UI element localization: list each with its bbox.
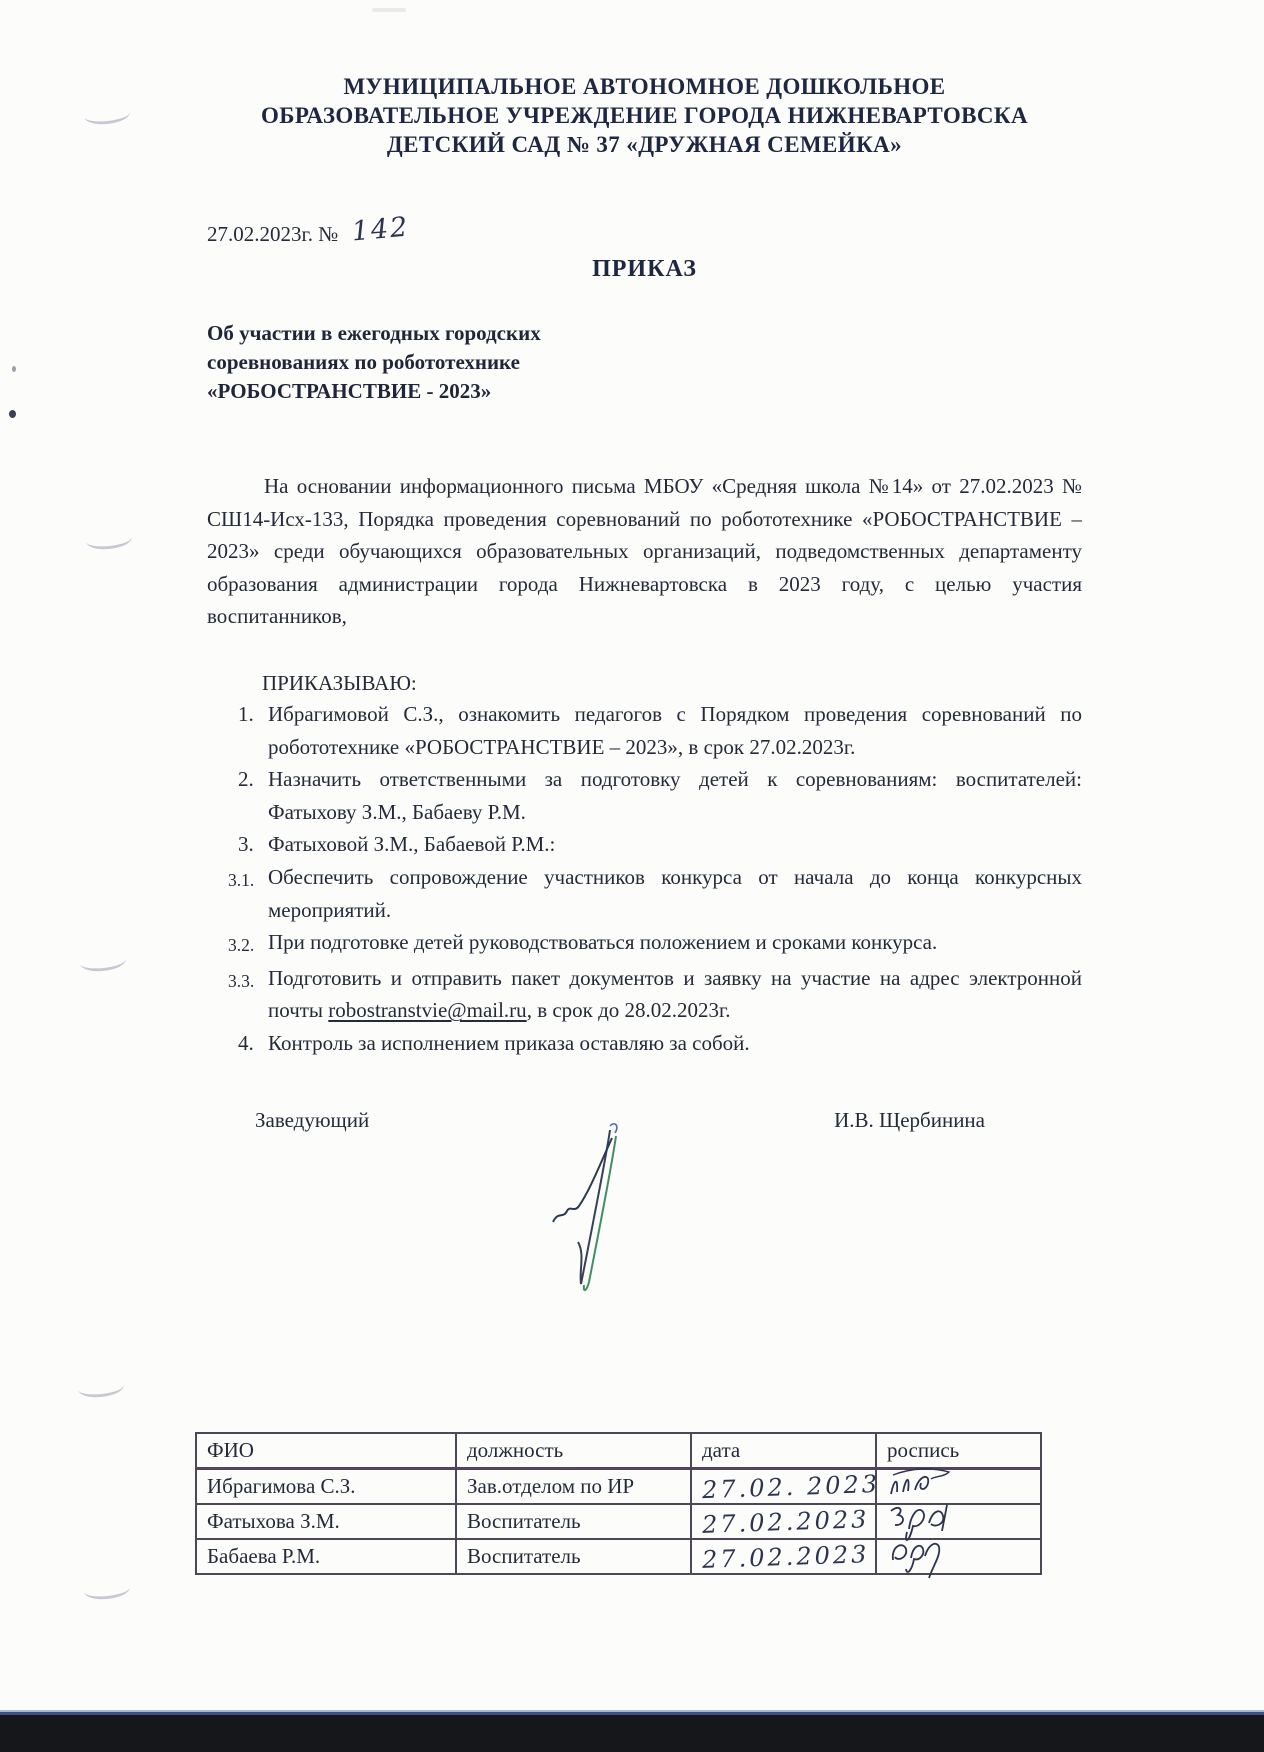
order-subject-line: «РОБОСТРАНСТВИЕ - 2023» <box>207 379 492 403</box>
order-item-3 <box>207 828 1082 861</box>
position-cell: Зав.отделом по ИР <box>456 1469 691 1505</box>
item-number: 3.3. <box>228 970 255 991</box>
item-number: 1. <box>238 701 254 726</box>
item-number: 4. <box>238 1030 254 1055</box>
date-cell <box>691 1504 876 1539</box>
item-number: 3. <box>238 832 254 857</box>
date-cell <box>691 1539 876 1574</box>
column-header-fio: ФИО <box>196 1433 456 1469</box>
column-header-signature: роспись <box>876 1433 1041 1469</box>
item-text: Контроль за исполнением приказа оставляю за собой. <box>268 1030 750 1055</box>
order-item-3-1 <box>207 861 1082 926</box>
order-item-3-3 <box>207 962 1082 1027</box>
margin-artifact <box>77 1376 125 1400</box>
handwritten-date: 27.02.2023 <box>701 1539 870 1574</box>
fio-cell: Бабаева Р.М. <box>196 1539 456 1574</box>
margin-artifact <box>85 528 133 552</box>
fio-cell: Ибрагимова С.З. <box>196 1469 456 1505</box>
director-signature-icon <box>548 1122 648 1297</box>
order-subject-line: Об участии в ежегодных городских <box>207 321 541 345</box>
order-item-3-2 <box>207 926 1082 962</box>
order-date: 27.02.2023г. № <box>207 222 339 246</box>
item-text: Назначить ответственными за подготовку детей к соревнованиям: воспитателей: Фатыхову З.М., Бабаеву Р.М. <box>268 767 1082 824</box>
handwritten-date: 27.02. 2023 <box>701 1469 881 1504</box>
column-header-date: дата <box>691 1433 876 1469</box>
organization-name <box>207 72 1082 159</box>
date-cell <box>691 1469 881 1505</box>
order-date-line <box>207 211 1082 248</box>
scan-speck <box>9 410 16 418</box>
signature-cell <box>876 1539 1041 1574</box>
order-items-list <box>207 698 1082 1060</box>
item-number: 2. <box>238 767 254 792</box>
item-text <box>268 962 1082 1027</box>
item-text: Ибрагимовой С.З., ознакомить педагогов с Порядком проведения соревнований по робототехнике «РОБОСТРАНСТВИЕ – 2023», в срок 27.02.2023г. <box>268 701 1082 759</box>
table-row <box>196 1539 1041 1574</box>
signature-stroke-icon <box>883 1534 963 1582</box>
organization-name-line: МУНИЦИПАЛЬНОЕ АВТОНОМНОЕ ДОШКОЛЬНОЕ <box>343 74 946 99</box>
position-cell: Воспитатель <box>456 1539 691 1574</box>
item-text: При подготовке детей руководствоваться положением и сроками конкурса. <box>268 930 938 955</box>
scanner-edge-bar <box>0 1710 1264 1752</box>
order-subject-line: соревнованиях по робототехнике <box>207 350 520 374</box>
order-verb: ПРИКАЗЫВАЮ: <box>262 670 417 695</box>
organization-name-line: ДЕТСКИЙ САД № 37 «ДРУЖНАЯ СЕМЕЙКА» <box>386 132 903 157</box>
scan-speck <box>12 366 16 372</box>
order-subject <box>207 319 1082 406</box>
signatory-position-title: Заведующий <box>255 1107 370 1132</box>
document-title: ПРИКАЗ <box>592 256 697 282</box>
item-text: Обеспечить сопровождение участников конкурса от начала до конца конкурсных мероприятий. <box>268 864 1082 922</box>
order-preamble: На основании информационного письма МБОУ «Средняя школа №14» от 27.02.2023 № СШ14-Исх-133, Порядка проведения соревнований по робототехнике «РОБОСТРАНСТВИЕ – 2023» среди обучающихся образовательных организаций, подведомственных департаменту образования администрации города Нижневартовска в 2023 году, с целью участия воспитанников, <box>207 474 1082 629</box>
margin-artifact <box>79 950 127 974</box>
item-number: 3.1. <box>228 869 255 890</box>
item-text-before-email: Подготовить и отправить пакет документов и заявку на участие на адрес электронной почты <box>268 965 1082 1023</box>
fio-cell: Фатыхова З.М. <box>196 1504 456 1539</box>
item-text-after-email: , в срок до 28.02.2023г. <box>526 998 731 1023</box>
item-text: Фатыховой З.М., Бабаевой Р.М.: <box>268 832 556 857</box>
organization-name-line: ОБРАЗОВАТЕЛЬНОЕ УЧРЕЖДЕНИЕ ГОРОДА НИЖНЕВАРТОВСКА <box>260 103 1028 128</box>
order-item-4 <box>207 1027 1082 1060</box>
order-item-2 <box>207 763 1082 828</box>
signatory-name: И.В. Щербинина <box>834 1107 985 1132</box>
item-number: 3.2. <box>228 935 255 956</box>
handwritten-date: 27.02.2023 <box>701 1504 870 1539</box>
order-number-handwritten: 142 <box>350 211 411 248</box>
approval-table <box>195 1432 1042 1575</box>
order-item-1 <box>207 698 1082 763</box>
position-cell: Воспитатель <box>456 1504 691 1539</box>
column-header-position: должность <box>456 1433 691 1469</box>
margin-artifact <box>83 103 131 127</box>
margin-artifact <box>83 1578 131 1602</box>
email-text: robostranstvie@mail.ru <box>328 998 527 1023</box>
